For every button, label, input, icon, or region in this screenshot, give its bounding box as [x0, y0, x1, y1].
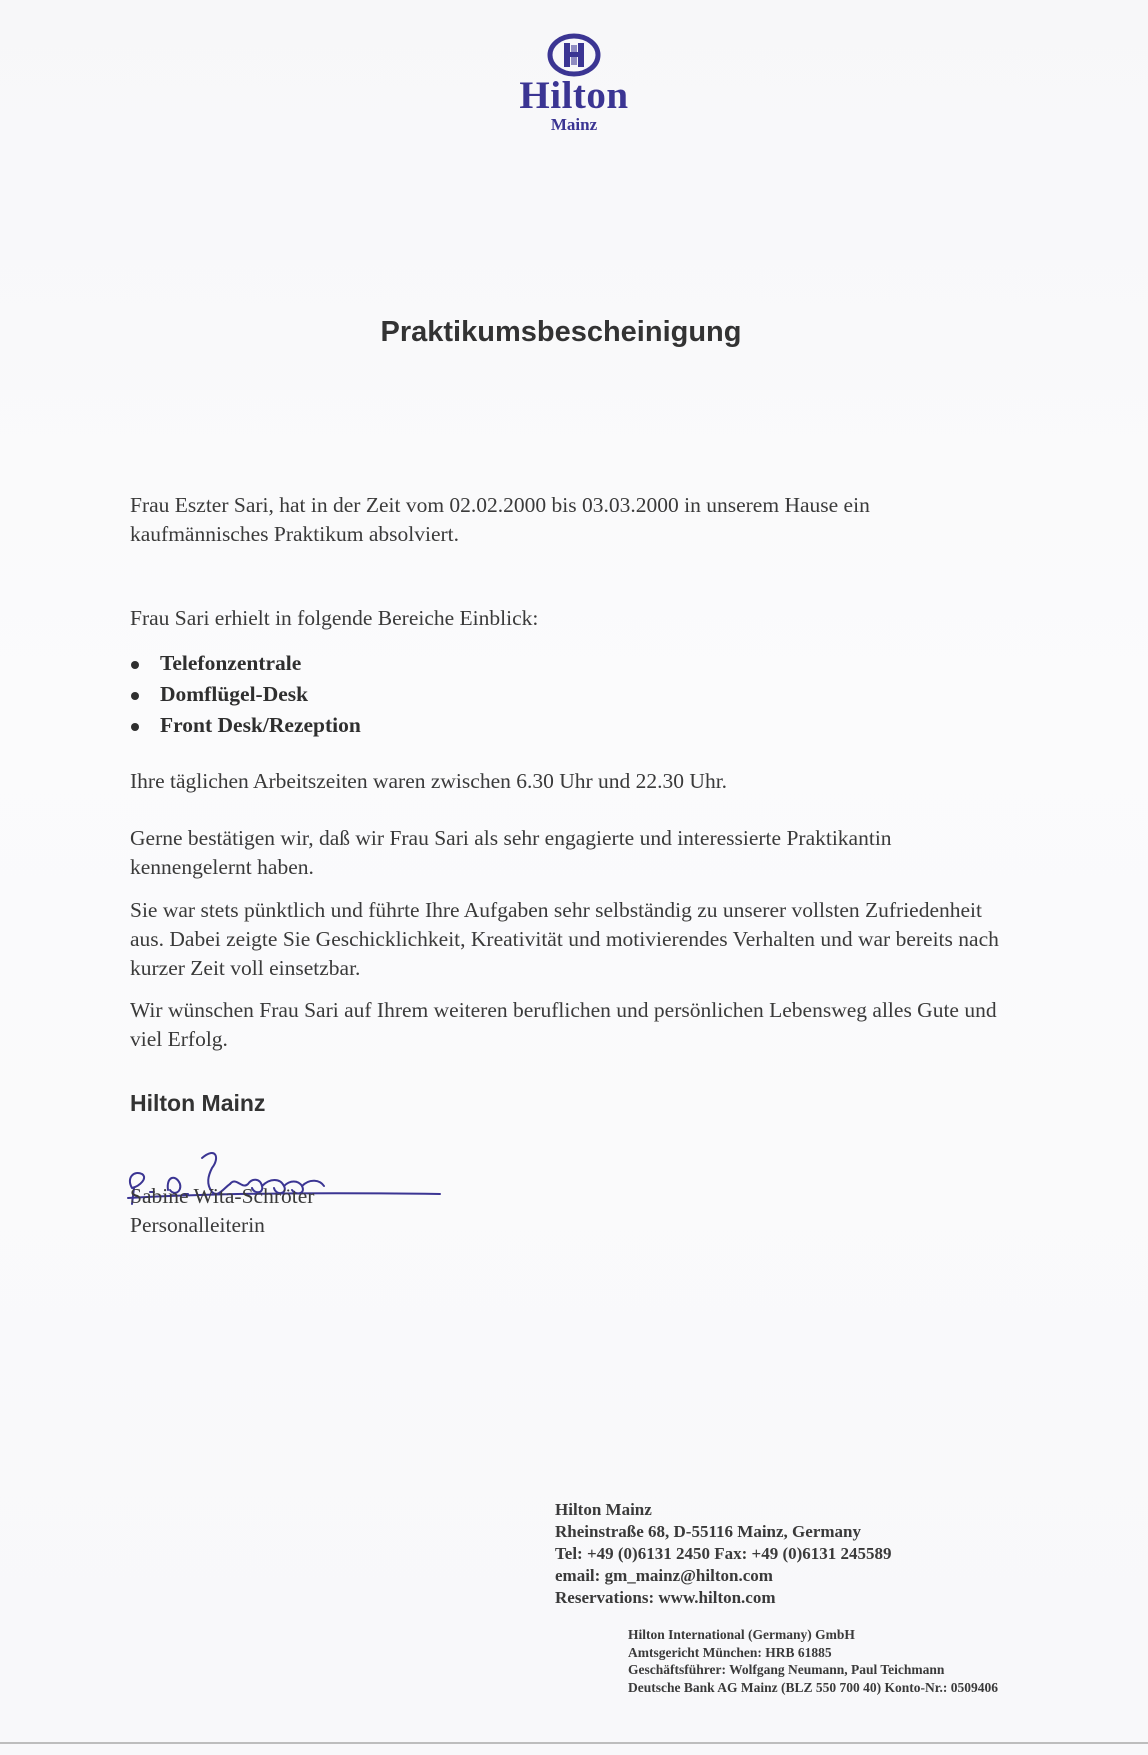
- brand-name: Hilton: [519, 74, 629, 117]
- document-title: Praktikumsbescheinigung: [380, 316, 742, 348]
- closing-paragraph: Wir wünschen Frau Sari auf Ihrem weiteren beruflichen und persönlichen Lebensweg alles Gute und viel Erfolg.: [130, 998, 997, 1051]
- list-item: Front Desk/Rezeption: [130, 710, 361, 741]
- list-item: Domflügel-Desk: [130, 679, 361, 710]
- signer-role: Personalleiterin: [130, 1213, 265, 1237]
- footer-address-line: Rheinstraße 68, D-55116 Mainz, Germany: [555, 1522, 861, 1541]
- footer-corporate-line: Amtsgericht München: HRB 61885: [628, 1644, 832, 1660]
- signoff-company: Hilton Mainz: [130, 1090, 266, 1116]
- areas-intro: Frau Sari erhielt in folgende Bereiche Einblick:: [130, 606, 539, 630]
- footer-address-line: email: gm_mainz@hilton.com: [555, 1566, 773, 1585]
- footer-corporate-line: Deutsche Bank AG Mainz (BLZ 550 700 40) Konto-Nr.: 0509406: [628, 1679, 999, 1695]
- working-hours-paragraph: Ihre täglichen Arbeitszeiten waren zwischen 6.30 Uhr und 22.30 Uhr.: [130, 769, 728, 793]
- brand-city: Mainz: [550, 115, 598, 134]
- footer-address-line: Reservations: www.hilton.com: [555, 1588, 776, 1607]
- assessment-paragraph: Gerne bestätigen wir, daß wir Frau Sari als sehr engagierte und interessierte Praktikantin kennengelernt haben.: [130, 826, 892, 879]
- intro-paragraph: Frau Eszter Sari, hat in der Zeit vom 02.02.2000 bis 03.03.2000 in unserem Hause ein kaufmännisches Praktikum absolviert.: [130, 493, 870, 546]
- list-item: Telefonzentrale: [130, 648, 361, 679]
- footer-address-line: Hilton Mainz: [555, 1500, 652, 1519]
- letterhead-logo: [0, 32, 1148, 134]
- footer-address: [555, 1499, 892, 1609]
- areas-list: [130, 648, 361, 741]
- footer-corporate-line: Geschäftsführer: Wolfgang Neumann, Paul Teichmann: [628, 1662, 945, 1677]
- signer-name: Sabine Wita-Schröter: [130, 1184, 315, 1208]
- performance-paragraph: Sie war stets pünktlich und führte Ihre Aufgaben sehr selbständig zu unserer vollsten Zufriedenheit aus. Dabei zeigte Sie Geschicklichkeit, Kreativität und motivierendes Verhalten und war bereits nach kurzer Zeit voll einsetzbar.: [130, 898, 999, 980]
- footer-corporate-line: Hilton International (Germany) GmbH: [628, 1627, 855, 1642]
- page-bottom-edge: [0, 1742, 1148, 1744]
- footer-corporate: [628, 1626, 998, 1696]
- hilton-h-logo-icon: [547, 32, 601, 78]
- signer-block: [130, 1182, 314, 1240]
- footer-address-line: Tel: +49 (0)6131 2450 Fax: +49 (0)6131 245589: [555, 1544, 892, 1563]
